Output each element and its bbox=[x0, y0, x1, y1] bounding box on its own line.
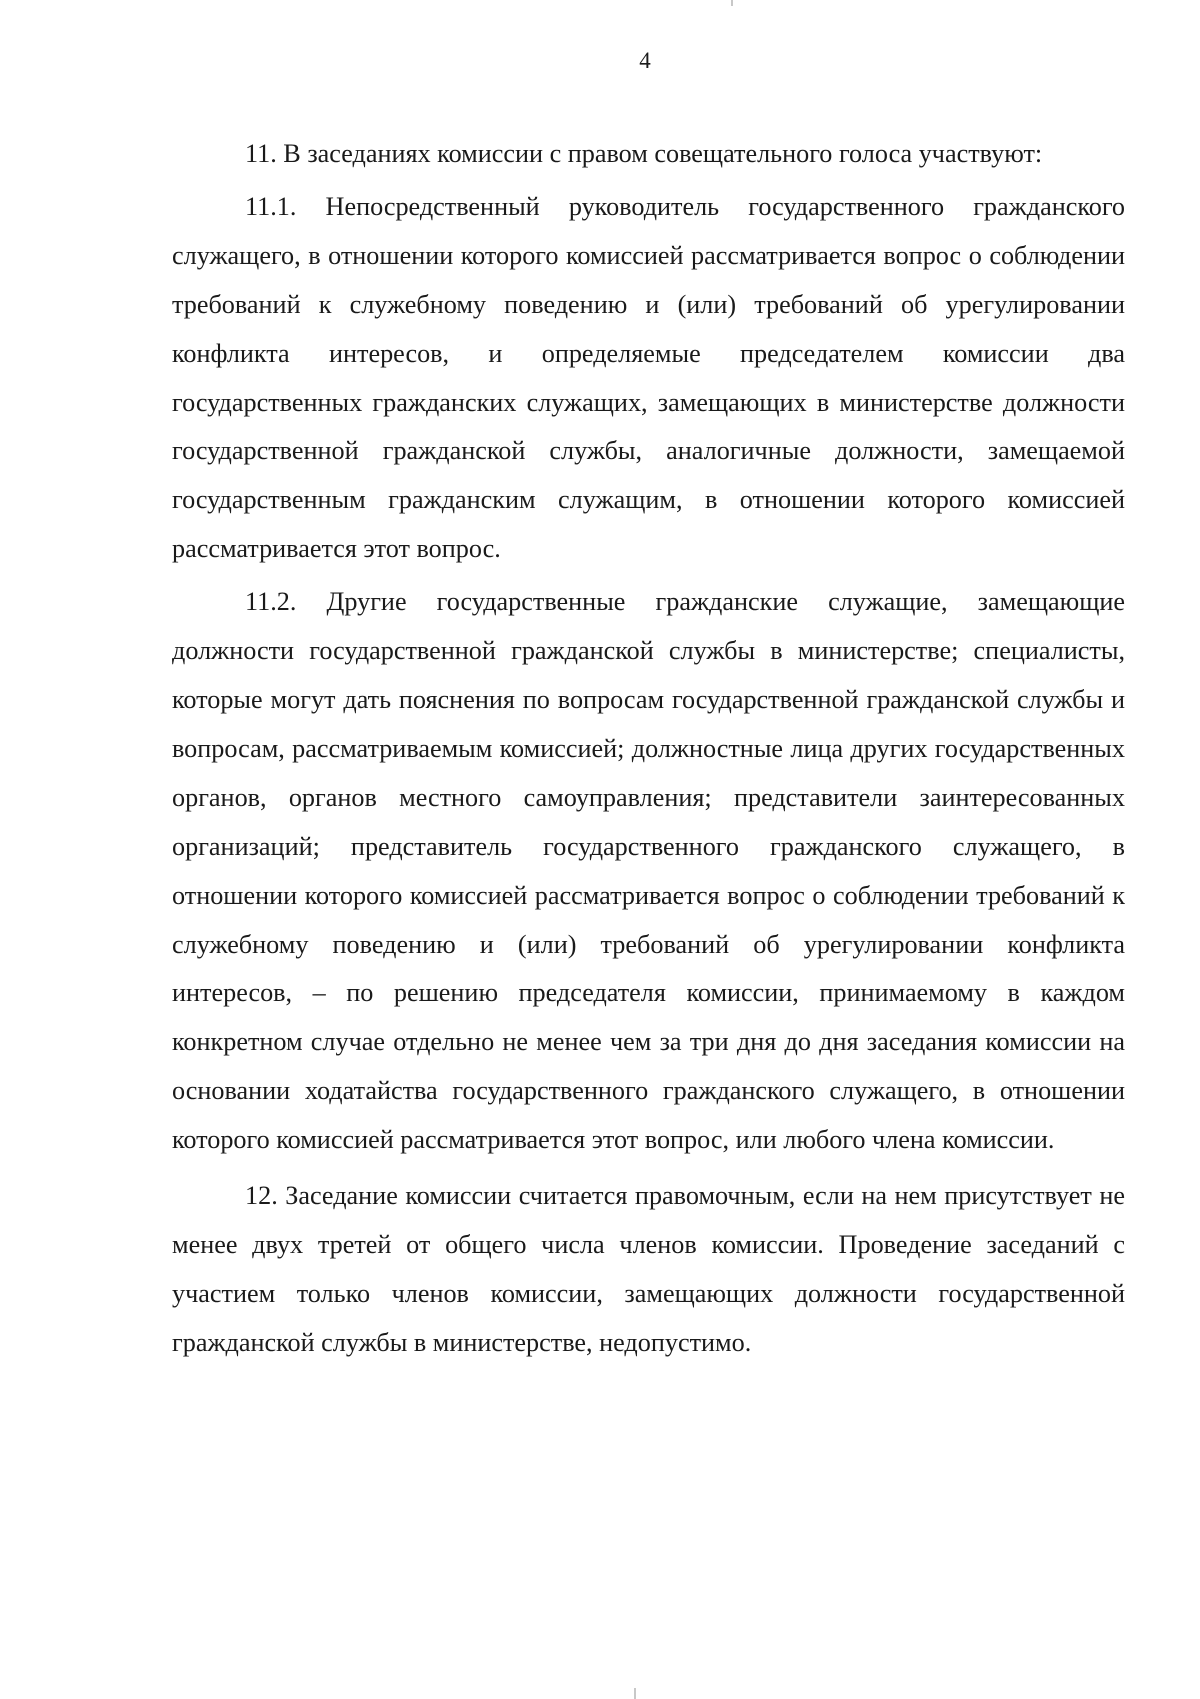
scan-artifact-bottom bbox=[634, 1688, 636, 1699]
paragraph-11-2: 11.2. Другие государственные гражданские служащие, замещающие должности государственной гражданской службы в министерстве; специалисты, которые могут дать пояснения по вопросам государственной гражданской службы и вопросам, рассматриваемым комиссией; должностные лица других государственных органов, органов местного самоуправления; представители заинтересованных организаций; представитель государственного гражданского служащего, в отношении которого комиссией рассматривается вопрос о соблюдении требований к служебному поведению и (или) требований об урегулировании конфликта интересов, – по решению председателя комиссии, принимаемому в каждом конкретном случае отдельно не менее чем за три дня до дня заседания комиссии на основании ходатайства государственного гражданского служащего, в отношении которого комиссией рассматривается этот вопрос, или любого члена комиссии. bbox=[172, 587, 1125, 1155]
paragraph-12: 12. Заседание комиссии считается правомочным, если на нем присутствует не менее двух третей от общего числа членов комиссии. Проведение заседаний с участием только членов комиссии, замещающих должности государственной гражданской службы в министерстве, недопустимо. bbox=[172, 1181, 1125, 1357]
paragraph-11: 11. В заседаниях комиссии с правом совещательного голоса участвуют: bbox=[245, 139, 1043, 168]
paragraph-11-1: 11.1. Непосредственный руководитель государственного гражданского служащего, в отношении которого комиссией рассматривается вопрос о соблюдении требований к служебному поведению и (или) требований об урегулировании конфликта интересов, и определяемые председателем комиссии два государственных гражданских служащих, замещающих в министерстве должности государственной гражданской службы, аналогичные должности, замещаемой государственным гражданским служащим, в отношении которого комиссией рассматривается этот вопрос. bbox=[172, 191, 1125, 564]
document-body bbox=[172, 130, 1125, 1368]
page-number: 4 bbox=[639, 48, 651, 73]
scan-artifact-top bbox=[731, 0, 733, 6]
